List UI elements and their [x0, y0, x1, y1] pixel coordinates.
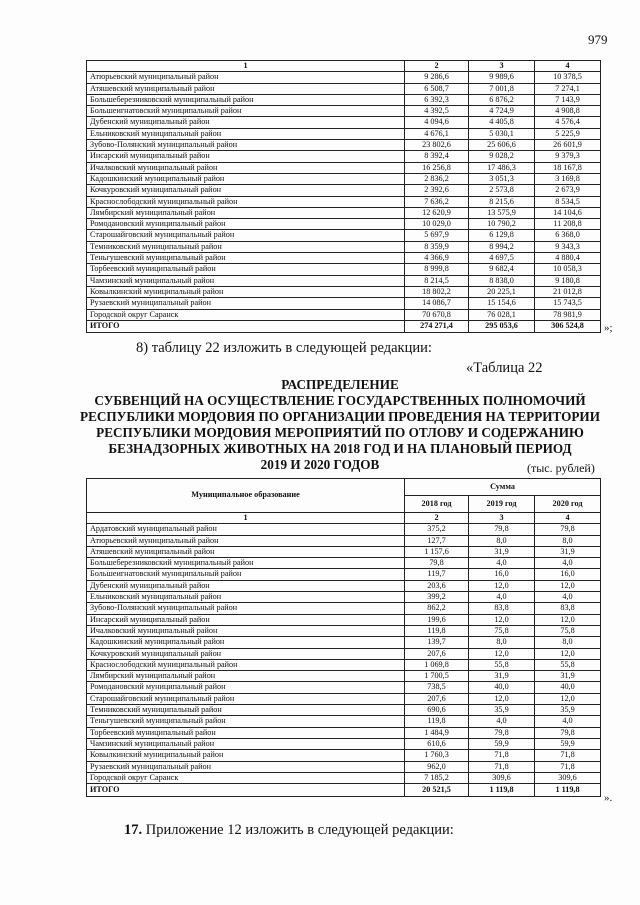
cell-value: 4 366,9: [405, 253, 469, 264]
cell-name: Ковылкинский муниципальный район: [87, 750, 405, 761]
cell-value: 127,7: [405, 535, 469, 546]
cell-value: 7 274,1: [535, 83, 601, 94]
cell-value: 16,0: [535, 569, 601, 580]
title-line-5: БЕЗНАДЗОРНЫХ ЖИВОТНЫХ НА 2018 ГОД И НА ПЛАНОВЫЙ ПЕРИОД: [108, 441, 572, 456]
cell-value: 690,6: [405, 705, 469, 716]
cell-value: 4 908,8: [535, 106, 601, 117]
cell-value: 306 524,8: [535, 320, 601, 332]
cell-value: 2 392,6: [405, 185, 469, 196]
table-row: [87, 535, 601, 546]
cell-name: Атяшевский муниципальный район: [87, 546, 405, 557]
cell-value: 1 119,8: [535, 784, 601, 797]
cell-name: Зубово-Полянский муниципальный район: [87, 603, 405, 614]
column-header-2018: 2018 год: [405, 496, 469, 513]
cell-value: 79,8: [469, 727, 535, 738]
table-row: [87, 546, 601, 557]
cell-value: 862,2: [405, 603, 469, 614]
cell-value: 1 157,6: [405, 546, 469, 557]
cell-value: 4 576,4: [535, 117, 601, 128]
cell-value: 4,0: [469, 558, 535, 569]
cell-value: 75,8: [469, 625, 535, 636]
cell-name: Ельниковский муниципальный район: [87, 592, 405, 603]
cell-name: Большеигнатовский муниципальный район: [87, 569, 405, 580]
cell-name: Темниковский муниципальный район: [87, 241, 405, 252]
table-total-row: [87, 320, 601, 332]
cell-value: 12,0: [469, 693, 535, 704]
cell-name: Инсарский муниципальный район: [87, 151, 405, 162]
cell-name: Старошайговский муниципальный район: [87, 230, 405, 241]
cell-value: 13 575,9: [469, 207, 535, 218]
table-reference: «Таблица 22: [466, 360, 543, 376]
cell-value: 17 486,3: [469, 162, 535, 173]
table-1-end-mark: »;: [604, 322, 613, 334]
cell-value: 3 051,3: [469, 173, 535, 184]
table-row: [87, 83, 601, 94]
cell-value: 12,0: [469, 580, 535, 591]
cell-name: Дубенский муниципальный район: [87, 117, 405, 128]
cell-name: Кадошкинский муниципальный район: [87, 173, 405, 184]
cell-value: 14 086,7: [405, 298, 469, 309]
table-row: [87, 592, 601, 603]
cell-value: 31,9: [535, 546, 601, 557]
clause-17: [124, 822, 454, 839]
table-row: [87, 738, 601, 749]
cell-value: 15 154,6: [469, 298, 535, 309]
cell-value: 9 989,6: [469, 72, 535, 83]
cell-value: 274 271,4: [405, 320, 469, 332]
cell-value: 75,8: [535, 625, 601, 636]
cell-name: Краснослободский муниципальный район: [87, 196, 405, 207]
cell-value: 119,8: [405, 625, 469, 636]
table-row: [87, 72, 601, 83]
cell-name: Ичалковский муниципальный район: [87, 162, 405, 173]
column-header-2020: 2020 год: [535, 496, 601, 513]
cell-value: 139,7: [405, 637, 469, 648]
cell-value: 70 670,8: [405, 309, 469, 320]
cell-value: 5 697,9: [405, 230, 469, 241]
cell-name: 1: [87, 61, 405, 72]
cell-value: 295 053,6: [469, 320, 535, 332]
cell-value: 26 601,9: [535, 140, 601, 151]
cell-value: 3 169,8: [535, 173, 601, 184]
cell-value: 4: [535, 61, 601, 72]
table-header-row: [87, 61, 601, 72]
cell-value: 8 838,0: [469, 275, 535, 286]
column-index: 4: [535, 513, 601, 524]
cell-value: 4,0: [469, 592, 535, 603]
cell-value: 8 214,5: [405, 275, 469, 286]
cell-name: Атяшевский муниципальный район: [87, 83, 405, 94]
table-row: [87, 693, 601, 704]
cell-value: 20 521,5: [405, 784, 469, 797]
cell-name: Ромодановский муниципальный район: [87, 219, 405, 230]
cell-value: 1 119,8: [469, 784, 535, 797]
cell-value: 2: [405, 61, 469, 72]
cell-name: Ромодановский муниципальный район: [87, 682, 405, 693]
table-row: [87, 219, 601, 230]
table-row: [87, 173, 601, 184]
cell-value: 79,8: [535, 524, 601, 535]
cell-value: 35,9: [535, 705, 601, 716]
cell-value: 8,0: [469, 535, 535, 546]
table-row: [87, 94, 601, 105]
cell-name: Теньгушевский муниципальный район: [87, 253, 405, 264]
table-row: [87, 648, 601, 659]
table-row: [87, 207, 601, 218]
cell-name: ИТОГО: [87, 320, 405, 332]
table-row: [87, 196, 601, 207]
cell-name: Атюрьевский муниципальный район: [87, 72, 405, 83]
cell-value: 10 790,2: [469, 219, 535, 230]
cell-value: 7 636,2: [405, 196, 469, 207]
cell-name: Городской округ Саранск: [87, 309, 405, 320]
cell-value: 12,0: [469, 614, 535, 625]
cell-name: Атюрьевский муниципальный район: [87, 535, 405, 546]
cell-value: 7 143,9: [535, 94, 601, 105]
cell-value: 10 058,3: [535, 264, 601, 275]
table-row: [87, 761, 601, 772]
title-line-3: РЕСПУБЛИКИ МОРДОВИЯ ПО ОРГАНИЗАЦИИ ПРОВЕДЕНИЯ НА ТЕРРИТОРИИ: [80, 409, 600, 424]
cell-value: 6 392,3: [405, 94, 469, 105]
cell-value: 11 208,8: [535, 219, 601, 230]
cell-value: 83,8: [535, 603, 601, 614]
cell-name: Ардатовский муниципальный район: [87, 524, 405, 535]
cell-value: 5 030,1: [469, 128, 535, 139]
cell-name: Рузаевский муниципальный район: [87, 298, 405, 309]
cell-value: 76 028,1: [469, 309, 535, 320]
page-number: 979: [588, 32, 608, 47]
table-row: [87, 286, 601, 297]
cell-name: Лямбирский муниципальный район: [87, 207, 405, 218]
cell-value: 9 028,2: [469, 151, 535, 162]
cell-name: Старошайговский муниципальный район: [87, 693, 405, 704]
title-line-1: РАСПРЕДЕЛЕНИЕ: [281, 377, 399, 392]
unit-label: (тыс. рублей): [527, 461, 595, 475]
cell-name: Темниковский муниципальный район: [87, 705, 405, 716]
cell-value: 40,0: [469, 682, 535, 693]
table-row: [87, 128, 601, 139]
cell-value: 59,9: [535, 738, 601, 749]
table-row: [87, 671, 601, 682]
cell-value: 20 225,1: [469, 286, 535, 297]
cell-value: 8 392,4: [405, 151, 469, 162]
cell-value: 31,9: [535, 671, 601, 682]
cell-value: 14 104,6: [535, 207, 601, 218]
cell-value: 1 760,3: [405, 750, 469, 761]
cell-value: 55,8: [535, 659, 601, 670]
title-line-4: РЕСПУБЛИКИ МОРДОВИЯ МЕРОПРИЯТИЙ ПО ОТЛОВУ И СОДЕРЖАНИЮ: [96, 425, 584, 440]
clause-17-number: 17.: [124, 822, 143, 838]
table-row: [87, 659, 601, 670]
column-header-municipality: Муниципальное образование: [87, 479, 405, 513]
cell-value: 203,6: [405, 580, 469, 591]
cell-name: Лямбирский муниципальный район: [87, 671, 405, 682]
cell-value: 8 534,5: [535, 196, 601, 207]
cell-value: 7 001,8: [469, 83, 535, 94]
table-row: [87, 298, 601, 309]
cell-name: Зубово-Полянский муниципальный район: [87, 140, 405, 151]
cell-value: 738,5: [405, 682, 469, 693]
cell-name: Большеигнатовский муниципальный район: [87, 106, 405, 117]
cell-value: 2 573,8: [469, 185, 535, 196]
cell-name: Городской округ Саранск: [87, 772, 405, 783]
cell-name: Ельниковский муниципальный район: [87, 128, 405, 139]
cell-value: 21 012,8: [535, 286, 601, 297]
table-total-row: [87, 784, 601, 797]
cell-value: 4,0: [535, 716, 601, 727]
cell-name: Кадошкинский муниципальный район: [87, 637, 405, 648]
cell-value: 8 994,2: [469, 241, 535, 252]
cell-name: Кочкуровский муниципальный район: [87, 648, 405, 659]
cell-value: 8,0: [469, 637, 535, 648]
cell-value: 6 368,0: [535, 230, 601, 241]
cell-value: 375,2: [405, 524, 469, 535]
cell-value: 18 802,2: [405, 286, 469, 297]
table-row: [87, 106, 601, 117]
cell-value: 71,8: [469, 750, 535, 761]
cell-value: 7 185,2: [405, 772, 469, 783]
cell-name: Теньгушевский муниципальный район: [87, 716, 405, 727]
cell-value: 40,0: [535, 682, 601, 693]
cell-value: 12,0: [535, 693, 601, 704]
cell-value: 962,0: [405, 761, 469, 772]
table-row: [87, 716, 601, 727]
cell-value: 71,8: [535, 761, 601, 772]
cell-value: 12,0: [535, 614, 601, 625]
table-row: [87, 625, 601, 636]
cell-value: 9 286,6: [405, 72, 469, 83]
table-row: [87, 140, 601, 151]
cell-value: 1 484,9: [405, 727, 469, 738]
cell-name: Большеберезниковский муниципальный район: [87, 94, 405, 105]
cell-value: 309,6: [469, 772, 535, 783]
cell-value: 12,0: [535, 580, 601, 591]
clause-17-text: Приложение 12 изложить в следующей редакции:: [142, 822, 454, 838]
column-header-2019: 2019 год: [469, 496, 535, 513]
table-row: [87, 569, 601, 580]
cell-value: 1 700,5: [405, 671, 469, 682]
title-line-6: 2019 И 2020 ГОДОВ: [260, 457, 380, 472]
table-row: [87, 603, 601, 614]
cell-value: 10 378,5: [535, 72, 601, 83]
table-row: [87, 253, 601, 264]
cell-name: Ичалковский муниципальный район: [87, 625, 405, 636]
table-row: [87, 772, 601, 783]
cell-value: 199,6: [405, 614, 469, 625]
cell-value: 35,9: [469, 705, 535, 716]
cell-value: 4 697,5: [469, 253, 535, 264]
cell-value: 9 343,3: [535, 241, 601, 252]
table-row: [87, 682, 601, 693]
table-row: [87, 558, 601, 569]
cell-name: ИТОГО: [87, 784, 405, 797]
cell-name: Торбеевский муниципальный район: [87, 727, 405, 738]
table-row: [87, 727, 601, 738]
table-row: [87, 241, 601, 252]
cell-value: 1 069,8: [405, 659, 469, 670]
cell-value: 23 802,6: [405, 140, 469, 151]
cell-value: 83,8: [469, 603, 535, 614]
cell-value: 9 379,3: [535, 151, 601, 162]
cell-value: 8,0: [535, 637, 601, 648]
column-index: 3: [469, 513, 535, 524]
cell-value: 4 724,9: [469, 106, 535, 117]
cell-name: Чамзинский муниципальный район: [87, 738, 405, 749]
cell-value: 610,6: [405, 738, 469, 749]
cell-value: 71,8: [469, 761, 535, 772]
table-22-end-mark: ».: [604, 792, 613, 804]
table-row: [87, 705, 601, 716]
cell-value: 8 999,8: [405, 264, 469, 275]
table-row: [87, 264, 601, 275]
table-row: [87, 637, 601, 648]
column-header-sum: Сумма: [405, 479, 601, 496]
table-row: [87, 309, 601, 320]
cell-name: Чамзинский муниципальный район: [87, 275, 405, 286]
table-row: [87, 230, 601, 241]
cell-value: 207,6: [405, 693, 469, 704]
cell-value: 8,0: [535, 535, 601, 546]
cell-value: 18 167,8: [535, 162, 601, 173]
cell-name: Ковылкинский муниципальный район: [87, 286, 405, 297]
table-row: [87, 750, 601, 761]
table-row: [87, 275, 601, 286]
cell-value: 6 129,8: [469, 230, 535, 241]
table-row: [87, 185, 601, 196]
cell-value: 78 981,9: [535, 309, 601, 320]
cell-value: 5 225,9: [535, 128, 601, 139]
cell-value: 207,6: [405, 648, 469, 659]
cell-value: 59,9: [469, 738, 535, 749]
table-row: [87, 524, 601, 535]
cell-value: 10 029,0: [405, 219, 469, 230]
cell-value: 16 256,8: [405, 162, 469, 173]
cell-value: 399,2: [405, 592, 469, 603]
cell-value: 9 682,4: [469, 264, 535, 275]
cell-value: 4 880,4: [535, 253, 601, 264]
cell-value: 8 359,9: [405, 241, 469, 252]
cell-value: 4 405,8: [469, 117, 535, 128]
cell-value: 8 215,6: [469, 196, 535, 207]
cell-value: 4,0: [535, 592, 601, 603]
clause-8: 8) таблицу 22 изложить в следующей редакции:: [136, 340, 432, 356]
title-line-2: СУБВЕНЦИЙ НА ОСУЩЕСТВЛЕНИЕ ГОСУДАРСТВЕННЫХ ПОЛНОМОЧИЙ: [94, 393, 586, 408]
cell-value: 309,6: [535, 772, 601, 783]
cell-value: 4,0: [469, 716, 535, 727]
cell-name: Инсарский муниципальный район: [87, 614, 405, 625]
cell-value: 79,8: [469, 524, 535, 535]
cell-name: Кочкуровский муниципальный район: [87, 185, 405, 196]
cell-value: 12 620,9: [405, 207, 469, 218]
cell-value: 79,8: [535, 727, 601, 738]
cell-value: 12,0: [469, 648, 535, 659]
table-1-continued: [86, 60, 601, 333]
table-row: [87, 151, 601, 162]
cell-value: 12,0: [535, 648, 601, 659]
cell-value: 31,9: [469, 546, 535, 557]
cell-value: 16,0: [469, 569, 535, 580]
cell-value: 119,8: [405, 716, 469, 727]
cell-value: 4 392,5: [405, 106, 469, 117]
cell-name: Большеберезниковский муниципальный район: [87, 558, 405, 569]
cell-value: 9 180,8: [535, 275, 601, 286]
cell-value: 2 673,9: [535, 185, 601, 196]
column-index: 2: [405, 513, 469, 524]
table-row: [87, 162, 601, 173]
cell-value: 3: [469, 61, 535, 72]
cell-value: 55,8: [469, 659, 535, 670]
cell-value: 119,7: [405, 569, 469, 580]
table-row: [87, 117, 601, 128]
cell-value: 2 836,2: [405, 173, 469, 184]
table-row: [87, 580, 601, 591]
cell-value: 4 676,1: [405, 128, 469, 139]
table-row: [87, 614, 601, 625]
cell-value: 4 094,6: [405, 117, 469, 128]
cell-value: 31,9: [469, 671, 535, 682]
cell-value: 15 743,5: [535, 298, 601, 309]
cell-name: Дубенский муниципальный район: [87, 580, 405, 591]
column-index: 1: [87, 513, 405, 524]
cell-value: 6 508,7: [405, 83, 469, 94]
cell-value: 71,8: [535, 750, 601, 761]
cell-name: Рузаевский муниципальный район: [87, 761, 405, 772]
cell-value: 4,0: [535, 558, 601, 569]
table-22: [86, 478, 601, 797]
cell-value: 25 606,6: [469, 140, 535, 151]
cell-value: 6 876,2: [469, 94, 535, 105]
cell-value: 79,8: [405, 558, 469, 569]
cell-name: Торбеевский муниципальный район: [87, 264, 405, 275]
cell-name: Краснослободский муниципальный район: [87, 659, 405, 670]
